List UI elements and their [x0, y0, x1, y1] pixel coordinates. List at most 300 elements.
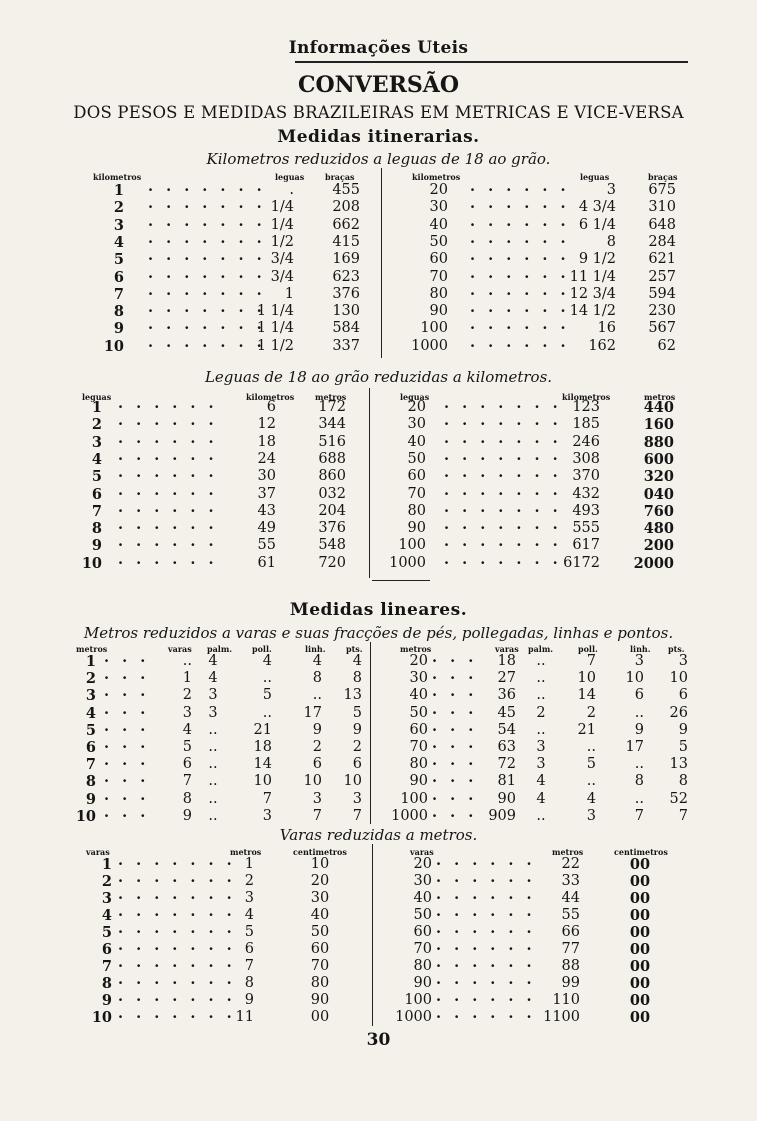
cell-poll: 4 — [586, 790, 596, 807]
table-row — [0, 217, 757, 235]
cell-bracas: 648 — [648, 216, 676, 233]
cell-leguas: 80 — [407, 502, 426, 519]
dot-leader: · · · · · · — [470, 285, 570, 303]
cell-poll: 5 — [262, 687, 272, 704]
table-leguas-to-km — [0, 388, 757, 588]
cell-bracas: 623 — [332, 268, 360, 285]
header-palm-right: palm. — [528, 644, 554, 654]
table-row — [0, 503, 757, 521]
cell-pts: 9 — [352, 721, 362, 738]
cell-palm: 3 — [208, 704, 218, 721]
header-leguas-right: leguas — [580, 172, 610, 182]
cell-km: 80 — [429, 285, 448, 302]
cell-leguas: 100 — [398, 537, 426, 554]
header-centimetros: centimetros — [293, 847, 347, 857]
table-row — [0, 941, 757, 959]
cell-centimetros: 20 — [310, 873, 330, 889]
cell-varas: 1 — [101, 856, 112, 873]
cell-metros: 1100 — [543, 1009, 580, 1025]
dot-leader: · · · — [432, 739, 478, 756]
cell-palm: 3 — [208, 687, 218, 704]
cell-centimetros: 00 — [629, 907, 651, 924]
cell-linh: 17 — [625, 739, 644, 755]
cell-poll: .. — [586, 739, 596, 755]
cell-leguas: 1000 — [389, 554, 426, 571]
cell-varas: 27 — [497, 670, 516, 687]
header-varas: varas — [86, 847, 110, 857]
table-row — [0, 924, 757, 942]
cell-centimetros: 00 — [629, 856, 651, 873]
dot-leader: · · · — [104, 756, 150, 774]
cell-varas: 9 — [101, 992, 112, 1009]
cell-linh: 2 — [312, 739, 322, 755]
cell-palm: .. — [208, 756, 218, 773]
cell-poll: 21 — [577, 721, 596, 738]
dot-leader: · · · — [104, 653, 150, 670]
cell-linh: 9 — [634, 721, 644, 738]
cell-leguas: 1 1/2 — [256, 337, 294, 354]
table-row — [0, 468, 757, 486]
cell-metros: 320 — [643, 468, 674, 486]
cell-centimetros: 00 — [629, 958, 651, 975]
cell-metros: 5 — [85, 721, 96, 739]
cell-metros: 860 — [318, 468, 346, 485]
cell-leguas: 2 — [91, 416, 102, 434]
dot-leader: · · · · · · — [118, 537, 218, 555]
dot-leader: · · · · · · · — [444, 554, 562, 572]
cell-centimetros: 60 — [310, 941, 330, 957]
table-row — [0, 537, 757, 555]
cell-km: 3 — [113, 216, 124, 234]
cell-metros: 5 — [244, 924, 254, 940]
cell-bracas: 415 — [332, 233, 360, 250]
dot-leader: · · · · · · · — [118, 873, 236, 890]
cell-centimetros: 00 — [629, 992, 651, 1009]
dot-leader: · · · · · · — [470, 182, 570, 199]
cell-centimetros: 30 — [310, 890, 330, 906]
dot-leader: · · · · · · — [470, 320, 570, 338]
cell-km: 308 — [572, 450, 600, 467]
cell-varas: 18 — [497, 653, 516, 669]
dot-leader: · · · · · · · — [444, 399, 562, 416]
table-row — [0, 975, 757, 993]
cell-bracas: 584 — [332, 320, 360, 337]
cell-km: 8 — [113, 303, 124, 321]
cell-km: 555 — [572, 520, 600, 537]
dot-leader: · · · · · · — [436, 1009, 536, 1026]
cell-metros: 600 — [643, 450, 674, 468]
cell-varas: 54 — [497, 721, 516, 738]
cell-pts: 4 — [352, 653, 362, 669]
cell-km: 6 — [266, 399, 276, 415]
cell-centimetros: 40 — [310, 907, 330, 923]
header-metros-right: metros — [644, 392, 676, 402]
table-km-to-leguas — [0, 168, 757, 368]
dot-leader: · · · · · · · — [148, 268, 266, 286]
dot-leader: · · · · · · — [118, 485, 218, 503]
cell-poll: .. — [262, 670, 272, 687]
cell-centimetros: 00 — [310, 1009, 330, 1025]
section-separator — [372, 580, 430, 581]
cell-poll: 7 — [586, 653, 596, 669]
dot-leader: · · · · · · · — [148, 182, 266, 199]
cell-metros: 7 — [244, 958, 254, 974]
cell-centimetros: 00 — [629, 873, 651, 890]
table-row — [0, 722, 757, 740]
dot-leader: · · · · · · · — [444, 520, 562, 538]
cell-leguas: 1 1/4 — [256, 303, 294, 320]
cell-varas: 80 — [413, 958, 432, 974]
cell-varas: 90 — [497, 790, 516, 807]
dot-leader: · · · · · · · — [148, 337, 266, 355]
dot-leader: · · · · · · — [436, 941, 536, 958]
cell-metros: 548 — [318, 537, 346, 554]
cell-pts: 3 — [678, 653, 688, 669]
cell-varas: 70 — [413, 941, 432, 957]
cell-leguas: 1/2 — [270, 233, 294, 250]
caption-metros-to-varas: Metros reduzidos a varas e suas fracções de pés, pollegadas, linhas e pontos. — [83, 624, 674, 642]
cell-bracas: 208 — [332, 199, 360, 216]
cell-leguas: 9 — [91, 537, 102, 555]
cell-linh: 7 — [312, 807, 322, 824]
cell-metros: 6 — [244, 941, 254, 957]
cell-centimetros: 00 — [629, 1009, 651, 1026]
cell-km: 49 — [257, 520, 276, 537]
dot-leader: · · · · · · — [436, 907, 536, 924]
cell-leguas: 3 — [91, 433, 102, 451]
cell-leguas: 162 — [588, 337, 616, 354]
cell-km: 4 — [113, 233, 124, 251]
cell-km: 24 — [257, 450, 276, 467]
cell-linh: 8 — [634, 773, 644, 790]
cell-leguas: 4 3/4 — [578, 199, 616, 216]
dot-leader: · · · · · · — [470, 199, 570, 217]
table-row — [0, 286, 757, 304]
cell-palm: .. — [208, 790, 218, 807]
header-leguas: leguas — [275, 172, 305, 182]
header-metros: metros — [315, 392, 347, 402]
table-row — [0, 451, 757, 469]
cell-leguas: 10 — [81, 554, 102, 572]
cell-pts: 5 — [678, 739, 688, 755]
cell-metros: 200 — [643, 537, 674, 555]
cell-poll: 21 — [253, 721, 272, 738]
dot-leader: · · · — [432, 670, 478, 688]
cell-palm: .. — [536, 807, 546, 824]
cell-metros: 172 — [318, 399, 346, 415]
dot-leader: · · · · · · · — [118, 975, 236, 992]
cell-km: 30 — [257, 468, 276, 485]
cell-km: 61 — [257, 554, 276, 571]
cell-metros: 110 — [552, 992, 580, 1008]
cell-bracas: 130 — [332, 303, 360, 320]
cell-leguas: 12 3/4 — [569, 285, 616, 302]
cell-varas: 9 — [182, 807, 192, 824]
table-row — [0, 234, 757, 252]
cell-pts: 2 — [352, 739, 362, 755]
dot-leader: · · · — [432, 687, 478, 705]
cell-metros: 880 — [643, 433, 674, 451]
cell-linh: 4 — [312, 653, 322, 669]
dot-leader: · · · · · · — [118, 399, 218, 416]
table-row — [0, 320, 757, 338]
cell-varas: 40 — [413, 890, 432, 906]
cell-metros: 2 — [244, 873, 254, 889]
dot-leader: · · · — [432, 807, 478, 825]
cell-varas: 6 — [101, 941, 112, 958]
cell-varas: 100 — [404, 992, 432, 1008]
cell-leguas: 1 1/4 — [256, 320, 294, 337]
cell-bracas: 257 — [648, 268, 676, 285]
cell-km: 30 — [429, 199, 448, 216]
cell-varas: 2 — [182, 687, 192, 704]
cell-palm: 4 — [536, 790, 546, 807]
dot-leader: · · · · · · — [436, 975, 536, 992]
cell-poll: 2 — [586, 704, 596, 721]
cell-varas: 50 — [413, 907, 432, 923]
dot-leader: · · · · · · · — [444, 450, 562, 468]
cell-leguas: 1 — [91, 399, 102, 416]
cell-linh: 3 — [634, 653, 644, 669]
section-title-itinerarias: Medidas itinerarias. — [277, 127, 480, 147]
dot-leader: · · · — [104, 687, 150, 705]
cell-varas: 3 — [182, 704, 192, 721]
cell-pts: 13 — [669, 756, 688, 773]
dot-leader: · · · · · · — [470, 303, 570, 321]
header-metros-right: metros — [400, 644, 432, 654]
header-leguas-right: leguas — [400, 392, 430, 402]
cell-km: 90 — [429, 303, 448, 320]
dot-leader: · · · — [432, 790, 478, 808]
table-row — [0, 269, 757, 287]
cell-varas: 36 — [497, 687, 516, 704]
cell-pts: 3 — [352, 790, 362, 807]
table-row — [0, 416, 757, 434]
cell-metros: 516 — [318, 433, 346, 450]
dot-leader: · · · · · · — [436, 873, 536, 890]
cell-pts: 6 — [352, 756, 362, 773]
cell-palm: .. — [208, 721, 218, 738]
cell-metros: 99 — [561, 975, 580, 991]
table-row — [0, 907, 757, 925]
cell-varas: 7 — [182, 773, 192, 790]
cell-varas: 6 — [182, 756, 192, 773]
dot-leader: · · · · · · · — [118, 958, 236, 975]
cell-km: 70 — [429, 268, 448, 285]
cell-metros: 480 — [643, 520, 674, 538]
cell-metros: 66 — [561, 924, 580, 940]
cell-leguas: 11 1/4 — [569, 268, 616, 285]
dot-leader: · · · · · · · — [444, 502, 562, 520]
cell-metros: 10 — [75, 807, 96, 825]
dot-leader: · · · · · · · — [148, 285, 266, 303]
table-row — [0, 890, 757, 908]
cell-leguas: 30 — [407, 416, 426, 433]
cell-leguas: 70 — [407, 485, 426, 502]
cell-km: 37 — [257, 485, 276, 502]
cell-linh: .. — [634, 756, 644, 773]
header-palm: palm. — [207, 644, 233, 654]
dot-leader: · · · · · · — [118, 502, 218, 520]
cell-poll: 3 — [262, 807, 272, 824]
cell-metros: 2 — [85, 670, 96, 688]
cell-metros: 440 — [643, 399, 674, 416]
table-row — [0, 791, 757, 809]
cell-km: 5 — [113, 251, 124, 269]
header-varas: varas — [168, 644, 192, 654]
cell-bracas: 594 — [648, 285, 676, 302]
cell-varas: 90 — [413, 975, 432, 991]
header-metros-right: metros — [552, 847, 584, 857]
cell-metros: 3 — [85, 687, 96, 705]
cell-leguas: 50 — [407, 450, 426, 467]
cell-linh: 3 — [312, 790, 322, 807]
cell-linh: 9 — [312, 721, 322, 738]
cell-bracas: 337 — [332, 337, 360, 354]
header-metros: metros — [230, 847, 262, 857]
cell-varas: 4 — [182, 721, 192, 738]
header-varas-right: varas — [495, 644, 519, 654]
table-row — [0, 773, 757, 791]
cell-leguas: 8 — [606, 233, 616, 250]
cell-km: 43 — [257, 502, 276, 519]
dot-leader: · · · · · · — [470, 268, 570, 286]
cell-km: 1 — [113, 182, 124, 199]
cell-km: 40 — [429, 216, 448, 233]
cell-km: 20 — [429, 182, 448, 198]
cell-bracas: 662 — [332, 216, 360, 233]
cell-metros: 100 — [400, 790, 428, 807]
cell-km: 12 — [257, 416, 276, 433]
cell-linh: 10 — [625, 670, 644, 687]
cell-varas: 8 — [182, 790, 192, 807]
cell-palm: 4 — [208, 653, 218, 669]
cell-varas: 7 — [101, 958, 112, 975]
cell-metros: 204 — [318, 502, 346, 519]
cell-km: 6172 — [563, 554, 600, 571]
cell-centimetros: 00 — [629, 975, 651, 992]
cell-palm: 4 — [536, 773, 546, 790]
cell-centimetros: 00 — [629, 890, 651, 907]
cell-km: 60 — [429, 251, 448, 268]
cell-metros: 688 — [318, 450, 346, 467]
cell-leguas: 40 — [407, 433, 426, 450]
table-row — [0, 251, 757, 269]
dot-leader: · · · · · · · — [118, 856, 236, 873]
cell-metros: 4 — [85, 704, 96, 722]
cell-km: 18 — [257, 433, 276, 450]
caption-varas-to-metros: Varas reduzidas a metros. — [279, 826, 478, 844]
cell-metros: 160 — [643, 416, 674, 434]
cell-leguas: 20 — [407, 399, 426, 415]
cell-poll: .. — [586, 773, 596, 790]
cell-leguas: 6 1/4 — [578, 216, 616, 233]
dot-leader: · · · · · · · — [118, 1009, 236, 1026]
dot-leader: · · · · · · — [118, 450, 218, 468]
cell-palm: 2 — [536, 704, 546, 721]
cell-bracas: 621 — [648, 251, 676, 268]
cell-varas: 4 — [101, 907, 112, 924]
cell-metros: 1 — [85, 653, 96, 670]
table-row — [0, 338, 757, 356]
dot-leader: · · · · · · · — [444, 485, 562, 503]
cell-centimetros: 00 — [629, 941, 651, 958]
table-row — [0, 958, 757, 976]
dot-leader: · · · · · · · — [118, 992, 236, 1009]
cell-bracas: 169 — [332, 251, 360, 268]
dot-leader: · · · · · · — [470, 233, 570, 251]
cell-varas: 30 — [413, 873, 432, 889]
table-row — [0, 182, 757, 200]
header-leguas: leguas — [82, 392, 112, 402]
cell-centimetros: 50 — [310, 924, 330, 940]
cell-poll: .. — [262, 704, 272, 721]
cell-metros: 55 — [561, 907, 580, 923]
cell-varas: 1000 — [395, 1009, 432, 1025]
cell-metros: 80 — [409, 756, 428, 773]
cell-varas: 10 — [91, 1009, 112, 1026]
cell-palm: .. — [536, 653, 546, 669]
cell-poll: 5 — [586, 756, 596, 773]
cell-km: 246 — [572, 433, 600, 450]
cell-palm: 3 — [536, 756, 546, 773]
cell-palm: .. — [208, 807, 218, 824]
cell-poll: 3 — [586, 807, 596, 824]
cell-poll: 10 — [577, 670, 596, 687]
cell-palm: .. — [536, 721, 546, 738]
table-row — [0, 399, 757, 417]
dot-leader: · · · · · · · — [444, 416, 562, 434]
header-rule — [295, 61, 688, 63]
cell-pts: 7 — [352, 807, 362, 824]
cell-centimetros: 90 — [310, 992, 330, 1008]
cell-bracas: 675 — [648, 182, 676, 198]
dot-leader: · · · — [104, 773, 150, 791]
dot-leader: · · · — [432, 704, 478, 722]
dot-leader: · · · · · · · — [444, 433, 562, 451]
cell-metros: 1 — [244, 856, 254, 872]
header-varas-right: varas — [410, 847, 434, 857]
cell-linh: 6 — [634, 687, 644, 704]
cell-palm: 4 — [208, 670, 218, 687]
cell-palm: .. — [536, 687, 546, 704]
cell-pts: 9 — [678, 721, 688, 738]
cell-metros: 1000 — [391, 807, 428, 824]
cell-pts: 10 — [343, 773, 362, 790]
cell-bracas: 376 — [332, 285, 360, 302]
dot-leader: · · · · · · — [436, 958, 536, 975]
cell-leguas: 16 — [597, 320, 616, 337]
cell-centimetros: 10 — [310, 856, 330, 872]
cell-poll: 10 — [253, 773, 272, 790]
cell-linh: .. — [634, 790, 644, 807]
cell-metros: 70 — [409, 739, 428, 755]
cell-leguas: 9 1/2 — [578, 251, 616, 268]
dot-leader: · · · · · · — [436, 992, 536, 1009]
dot-leader: · · · · · · · — [118, 907, 236, 924]
cell-km: 100 — [420, 320, 448, 337]
dot-leader: · · · · · · — [436, 890, 536, 907]
cell-bracas: 310 — [648, 199, 676, 216]
cell-varas: 1 — [182, 670, 192, 687]
table-row — [0, 486, 757, 504]
page-subtitle: DOS PESOS E MEDIDAS BRAZILEIRAS EM METRICAS E VICE-VERSA — [73, 103, 684, 122]
cell-km: 9 — [113, 320, 124, 338]
dot-leader: · · · · · · — [470, 251, 570, 269]
cell-varas: 909 — [488, 807, 516, 824]
table-row — [0, 687, 757, 705]
cell-pts: 8 — [678, 773, 688, 790]
